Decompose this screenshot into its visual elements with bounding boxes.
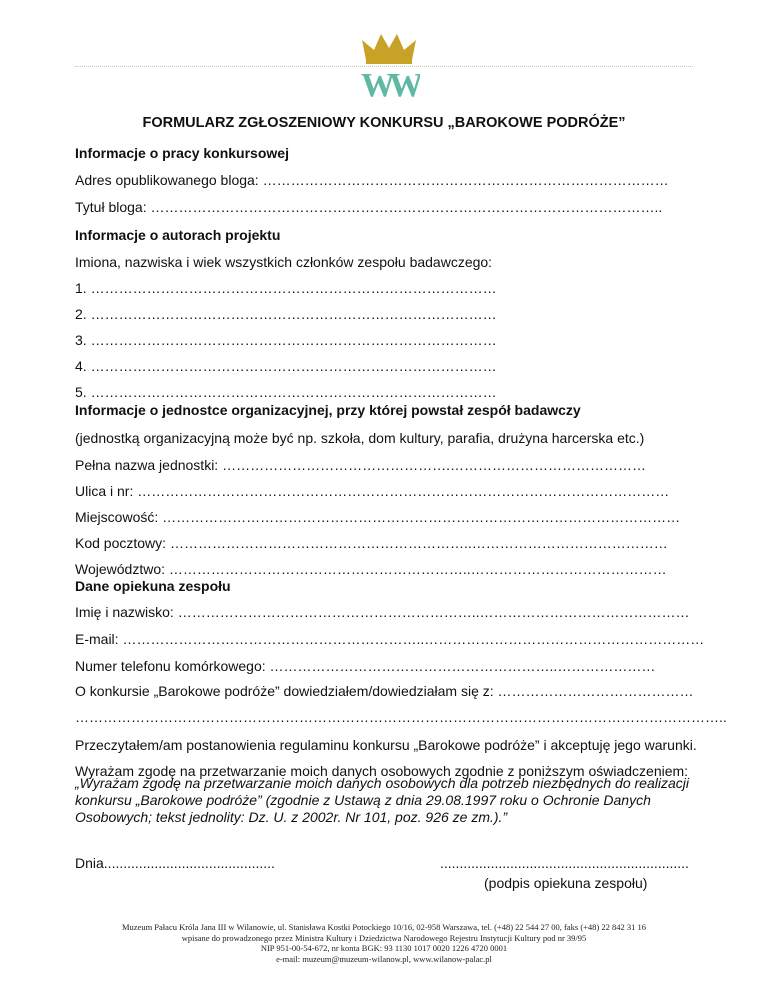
data-consent: Wyrażam zgodę na przetwarzanie moich danych osobowych zgodnie z poniższym oświadczeniem: (75, 763, 689, 779)
footer-line-3: NIP 951-00-54-672, nr konta BGK: 93 1130 1017 0020 1226 4720 0001 (260, 943, 508, 953)
unit-city-field: Miejscowość: ………………………………………………………………………………………………… (75, 509, 681, 525)
footer-line-4: e-mail: muzeum@muzeum-wilanow.pl, www.wilanow-palac.pl (276, 953, 492, 964)
member-line-2: 2. …………………………………………………………………………… (75, 306, 497, 322)
member-line-5: 5. …………………………………………………………………………… (75, 384, 497, 400)
member-line-3: 3. …………………………………………………………………………… (75, 332, 497, 348)
guardian-name-field: Imię i nazwisko: ………………………………………………………..……………………………………… (75, 604, 690, 620)
unit-name-field: Pełna nazwa jednostki: ………………………………………….…………………………………… (75, 457, 646, 473)
form-title: FORMULARZ ZGŁOSZENIOWY KONKURSU „BAROKOWE PODRÓŻE” (142, 115, 626, 131)
blog-address-field: Adres opublikowanego bloga: …………………………………………………………………………… (75, 172, 669, 188)
unit-note: (jednostką organizacyjną może być np. szkoła, dom kultury, parafia, drużyna harcerska etc.) (75, 430, 645, 446)
section-heading-work: Informacje o pracy konkursowej (75, 145, 289, 161)
signature-date: Dnia............................................ (75, 855, 275, 871)
member-line-1: 1. …………………………………………………………………………… (75, 280, 497, 296)
logo-letters: WW (361, 67, 417, 102)
unit-street-field: Ulica i nr: …………………………………………………………………………………………………… (75, 483, 670, 499)
unit-postal-field: Kod pocztowy: ………………………………………………………..…………………………………… (75, 535, 668, 551)
contest-source-continuation: ………………………………………………………………………………………………………………………….. (75, 709, 727, 725)
member-line-4: 4. …………………………………………………………………………… (75, 358, 497, 374)
guardian-email-field: E-mail: ………………………………………………………..…………………………………………………… (75, 631, 705, 647)
members-intro: Imiona, nazwiska i wiek wszystkich członków zespołu badawczego: (75, 254, 493, 270)
section-heading-authors: Informacje o autorach projektu (75, 227, 281, 243)
blog-title-field: Tytuł bloga: ……………………………………………………………………………………………….. (75, 199, 663, 215)
section-heading-unit: Informacje o jednostce organizacyjnej, przy której powstał zespół badawczy (75, 402, 581, 418)
footer (0, 922, 768, 964)
contest-source-field: O konkursie „Barokowe podróże” dowiedziałem/dowiedziałam się z: …………………………………… (75, 683, 694, 699)
guardian-phone-field: Numer telefonu komórkowego: ……………………………………………………..………………… (75, 658, 656, 674)
footer-line-1: Muzeum Pałacu Króla Jana III w Wilanowie, ul. Stanisława Kostki Potockiego 10/16, 02-958 Warszawa, tel. (+48) 22 544 27 00, faks (+48) 22 842 31 16 (121, 922, 647, 932)
footer-line-2: wpisane do prowadzonego przez Ministra Kultury i Dziedzictwa Narodowego Rejestru Instytucji Kultury pod nr 39/95 (181, 932, 587, 943)
rules-acceptance: Przeczytałem/am postanowienia regulaminu konkursu „Barokowe podróże” i akceptuję jego warunki. (75, 737, 697, 753)
privacy-statement: „Wyrażam zgodę na przetwarzanie moich danych osobowych dla potrzeb niezbędnych do realizacji konkursu „Barokowe podróże” (zgodnie z Ustawą z dnia 29.08.1997 roku o Ochronie Danych Osobowych; tekst jednolity: Dz. U. z 2002r. Nr 101, poz. 926 ze zm.).” (75, 775, 689, 825)
unit-voivodeship-field: Województwo: ………………………………………………………..…………………………………… (75, 561, 667, 577)
section-heading-guardian: Dane opiekuna zespołu (75, 578, 231, 594)
crown-monogram-icon (358, 30, 420, 102)
signature-line: ................................................................ (440, 855, 689, 871)
signature-caption: (podpis opiekuna zespołu) (484, 875, 648, 891)
